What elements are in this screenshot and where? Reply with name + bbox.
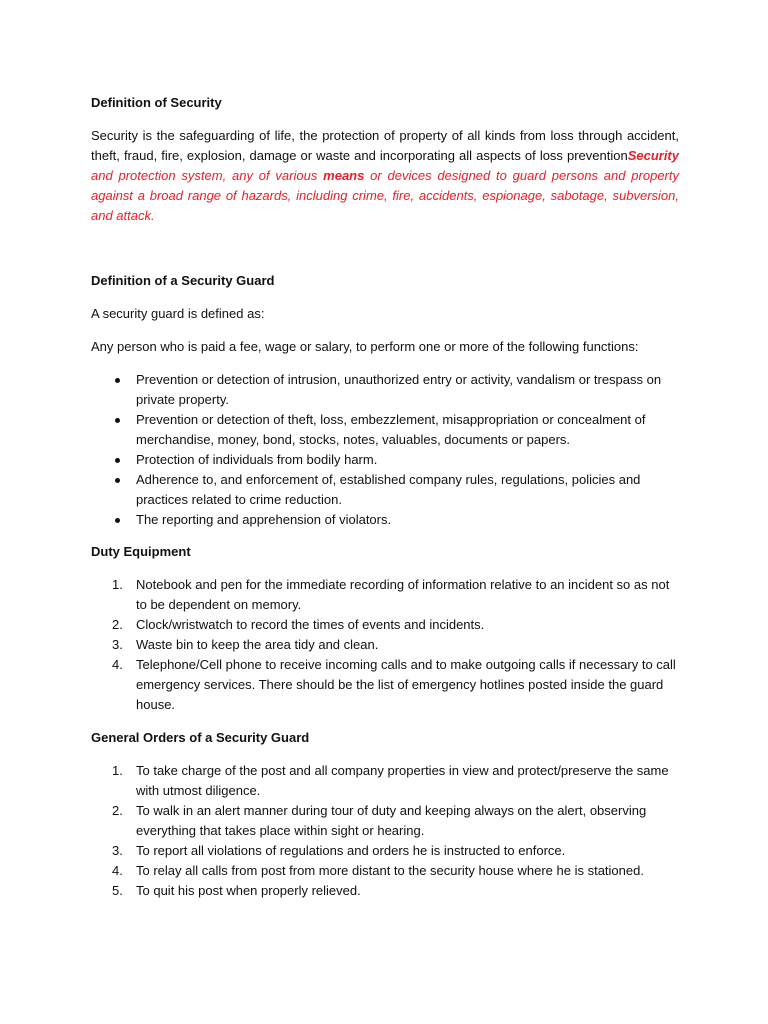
list-item xyxy=(91,655,681,715)
heading-duty-equipment: Duty Equipment xyxy=(91,544,191,559)
list-item xyxy=(91,615,681,635)
list-item xyxy=(91,841,681,861)
list-number: 2. xyxy=(112,803,123,818)
guard-definition-intro: A security guard is defined as: xyxy=(91,306,265,321)
list-item xyxy=(91,510,681,530)
means-emphasis: means xyxy=(323,168,365,183)
list-item-text: Telephone/Cell phone to receive incoming calls and to make outgoing calls if necessary to call emergency services. There should be the list of emergency hotlines posted inside the guard house. xyxy=(136,657,676,712)
bullet-icon xyxy=(115,418,120,423)
heading-definition-of-security: Definition of Security xyxy=(91,95,222,110)
heading-general-orders: General Orders of a Security Guard xyxy=(91,730,310,745)
security-definition-text: Security is the safeguarding of life, the protection of property of all kinds from loss through accident, theft, fraud, fire, explosion, damage or waste and incorporating all aspects of loss prevention xyxy=(91,128,679,163)
list-item-text: To quit his post when properly relieved. xyxy=(136,883,361,898)
list-item-text: Notebook and pen for the immediate recording of information relative to an incident so as not to be dependent on memory. xyxy=(136,577,670,612)
security-definition-paragraph xyxy=(91,126,679,226)
duty-equipment-list xyxy=(91,575,681,715)
list-item-text: The reporting and apprehension of violators. xyxy=(136,512,392,527)
list-item xyxy=(91,861,681,881)
list-number: 4. xyxy=(112,863,123,878)
heading-definition-of-security-guard: Definition of a Security Guard xyxy=(91,273,275,288)
list-item xyxy=(91,470,681,510)
list-item-text: To walk in an alert manner during tour of duty and keeping always on the alert, observing everything that takes place within sight or hearing. xyxy=(136,803,647,838)
bullet-icon xyxy=(115,478,120,483)
bullet-icon xyxy=(115,518,120,523)
list-item-text: Prevention or detection of theft, loss, embezzlement, misappropriation or concealment of merchandise, money, bond, stocks, notes, valuables, documents or papers. xyxy=(136,412,646,447)
list-item xyxy=(91,881,681,901)
list-number: 3. xyxy=(112,637,123,652)
list-item xyxy=(91,801,681,841)
general-orders-list xyxy=(91,761,681,901)
bullet-icon xyxy=(115,378,120,383)
list-item xyxy=(91,450,681,470)
list-item-text: Clock/wristwatch to record the times of events and incidents. xyxy=(136,617,485,632)
list-item xyxy=(91,761,681,801)
list-item-text: Waste bin to keep the area tidy and clean. xyxy=(136,637,379,652)
list-number: 1. xyxy=(112,763,123,778)
bullet-icon xyxy=(115,458,120,463)
list-number: 4. xyxy=(112,657,123,672)
list-number: 3. xyxy=(112,843,123,858)
security-system-text-part1: and protection system, any of various xyxy=(91,168,324,183)
guard-definition-lead: Any person who is paid a fee, wage or salary, to perform one or more of the following functions: xyxy=(91,339,639,354)
list-item-text: Adherence to, and enforcement of, established company rules, regulations, policies and practices related to crime reduction. xyxy=(136,472,641,507)
list-number: 2. xyxy=(112,617,123,632)
list-item-text: Protection of individuals from bodily harm. xyxy=(136,452,378,467)
list-item xyxy=(91,410,681,450)
guard-functions-list xyxy=(91,370,681,530)
list-item-text: To relay all calls from post from more distant to the security house where he is stationed. xyxy=(136,863,644,878)
list-item-text: To take charge of the post and all company properties in view and protect/preserve the same with utmost diligence. xyxy=(136,763,669,798)
list-item xyxy=(91,370,681,410)
list-number: 1. xyxy=(112,577,123,592)
security-emphasis: Security xyxy=(627,148,679,163)
list-item-text: To report all violations of regulations and orders he is instructed to enforce. xyxy=(136,843,566,858)
list-number: 5. xyxy=(112,883,123,898)
list-item-text: Prevention or detection of intrusion, unauthorized entry or activity, vandalism or trespass on private property. xyxy=(136,372,662,407)
list-item xyxy=(91,635,681,655)
document-page xyxy=(91,93,681,901)
security-system-text-part2: or devices designed to guard persons and property against a broad range of hazards, including crime, fire, accidents, espionage, sabotage, subversion, and attack. xyxy=(91,168,679,223)
list-item xyxy=(91,575,681,615)
